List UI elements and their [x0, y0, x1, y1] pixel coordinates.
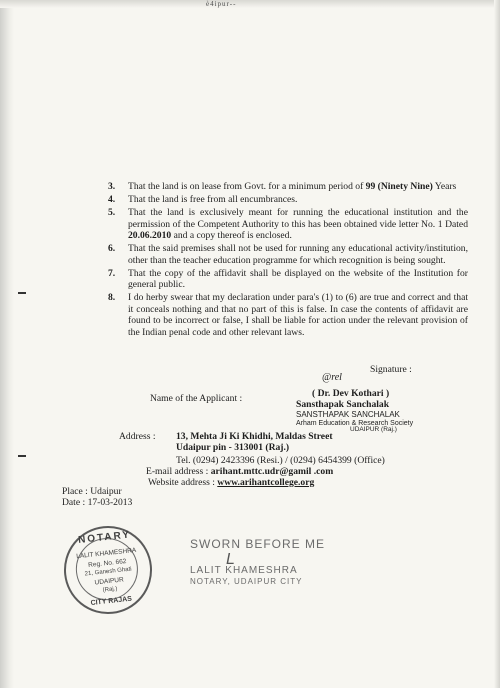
- clause-number: 3.: [108, 181, 116, 192]
- applicant-label: Name of the Applicant :: [150, 393, 243, 404]
- place-line: Place : Udaipur: [62, 486, 122, 497]
- website-link[interactable]: www.arihantcollege.org: [217, 477, 315, 488]
- address-line-1: 13, Mehta Ji Ki Khidhi, Maldas Street: [176, 431, 333, 442]
- margin-mark: [18, 455, 26, 457]
- notary-designation: NOTARY, UDAIPUR CITY: [190, 577, 303, 586]
- clause-bold: 20.06.2010: [128, 230, 172, 242]
- seal-bottom-text: CITY RAJAS: [90, 595, 133, 607]
- seal-reg-no: Reg. No. 662: [87, 558, 127, 570]
- applicant-name: ( Dr. Dev Kothari ): [312, 388, 390, 399]
- clause-item: [108, 181, 468, 193]
- clause-text-end: and a copy thereof is enclosed.: [171, 230, 292, 242]
- address-line-2: Udaipur pin - 313001 (Raj.): [176, 442, 290, 453]
- clause-number: 5.: [108, 206, 116, 218]
- clause-text: That the land is on lease from Govt. for a minimum period of: [128, 181, 366, 192]
- scan-edge-left: [0, 0, 14, 688]
- clause-item: [108, 243, 468, 266]
- seal-top-text: NOTARY: [77, 529, 132, 546]
- clause-text: That the copy of the affidavit shall be displayed on the website of the Institution for general public.: [128, 267, 468, 291]
- scan-edge-top: [0, 0, 500, 8]
- clause-number: 4.: [108, 193, 116, 205]
- clause-bold: 99 (Ninety Nine): [365, 181, 433, 192]
- clause-text-end: Years: [432, 181, 457, 192]
- date-line: Date : 17-03-2013: [62, 497, 133, 508]
- city-stamp-line: UDAIPUR (Raj.): [350, 426, 397, 433]
- clause-number: 8.: [108, 292, 116, 304]
- address-label: Address :: [119, 431, 156, 442]
- clause-item: [108, 207, 468, 242]
- clause-number: 7.: [108, 267, 116, 279]
- notary-name: LALIT KHAMESHRA: [190, 565, 298, 576]
- header-mark: ѐ4ipur--: [206, 0, 237, 8]
- clause-item: [108, 194, 468, 206]
- seal-city: UDAIPUR: [94, 576, 125, 587]
- notary-seal: [60, 522, 157, 619]
- clause-item: [108, 292, 468, 338]
- sworn-title: SWORN BEFORE ME: [190, 537, 326, 551]
- clause-list: [108, 181, 468, 340]
- notary-signature: L: [226, 551, 235, 568]
- clause-text: That the said premises shall not be used for running any educational activity/institution, other than the teacher education programme for which recognition is being sought.: [128, 243, 468, 266]
- seal-name: LALIT KHAMESHRA: [75, 546, 137, 561]
- clause-item: [108, 268, 468, 291]
- clause-text: I do herby swear that my declaration under para's (1) to (6) are true and correct and that it conceals nothing and that no part of this is false. In case the contents of affidavit are found to be incorrect or false, I shall be liable for action under the relevant provision of the Indian penal code and other relevant laws.: [128, 292, 468, 339]
- designation-stamp-line: SANSTHAPAK SANCHALAK: [296, 410, 400, 419]
- clause-number: 6.: [108, 243, 116, 255]
- email-label: E-mail address :: [146, 466, 211, 477]
- seal-street: 21, Ganesh Ghati: [84, 566, 132, 578]
- clause-text: That the land is exclusively meant for running the educational institution and the permission of the Competent Authority to this has been obtained vide letter No. 1 Dated: [128, 206, 468, 230]
- telephone-line: Tel. (0294) 2423396 (Resi.) / (0294) 6454399 (Office): [176, 455, 385, 466]
- handwritten-signature: @rel: [322, 372, 342, 383]
- website-row: [148, 477, 314, 488]
- scan-edge-right: [494, 0, 500, 688]
- signature-label: Signature :: [370, 364, 412, 375]
- email-value: arihant.mttc.udr@gamil .com: [210, 466, 334, 477]
- website-label: Website address :: [148, 477, 218, 488]
- society-stamp-line: Arham Education & Research Society: [296, 420, 414, 427]
- clause-text: That the land is free from all encumbrances.: [128, 193, 298, 205]
- applicant-title: Sansthapak Sanchalak: [296, 399, 390, 410]
- margin-mark: [18, 292, 26, 294]
- seal-state: (Raj.): [102, 586, 118, 594]
- email-row: [146, 466, 333, 477]
- sworn-before-me-stamp: [190, 537, 326, 586]
